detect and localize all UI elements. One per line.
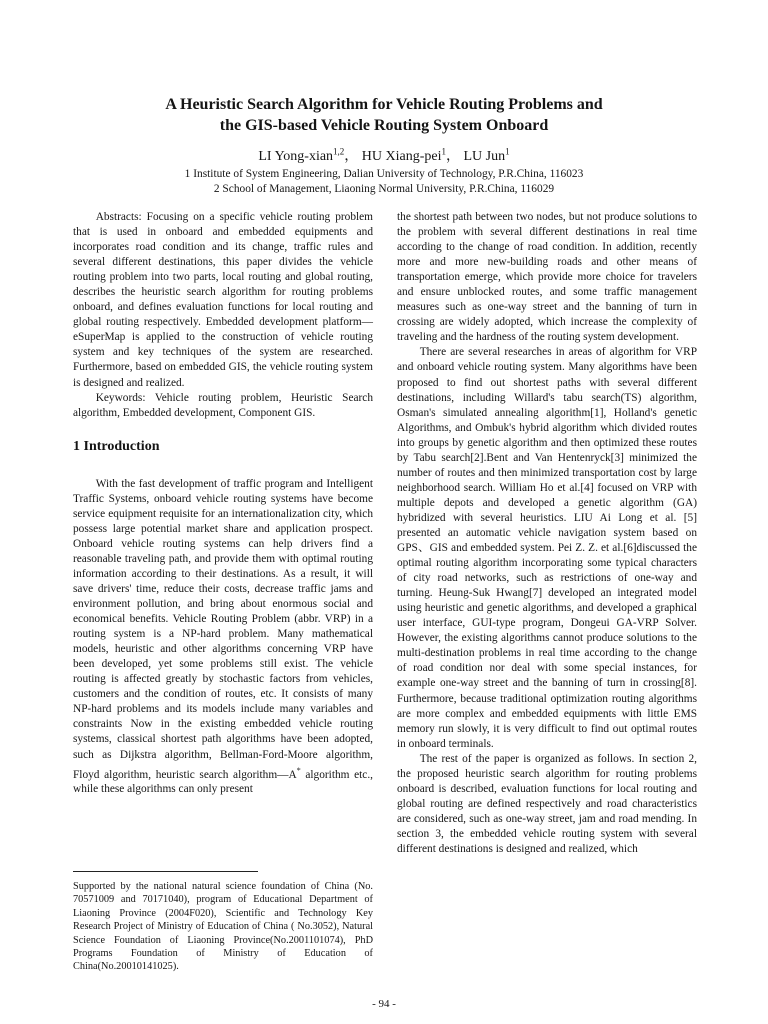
paper-organization-paragraph: The rest of the paper is organized as follows. In section 2, the proposed heuristic search algorithm for routing problems onboard is described, evaluation functions for local routing and global routing are defined respectively and road characteristics are considered, such as one-way street, jam and road mending. In section 3, the embedded vehicle routing system with several different destinations is designed and realized, which: [397, 752, 697, 855]
intro-text: With the fast development of traffic program and Intelligent Traffic Systems, onboard vehicle routing systems have become service equipment requisite for an internationalization city, which possess large potential market share and application prospect. Onboard vehicle routing systems can help drivers find a reasonable traveling path, and provide them with optimal routing information according to their destinations. As a result, it will save drivers' time, reduce their costs, decrease traffic jams and environment pollution, and bring about enormous social and economical benefits. Vehicle Routing Problem (abbr. VRP) in a routing system is a NP-hard problem. Many mathematical models, heuristic and other algorithms concerning VRP have been developed, yet some problems still exist. The vehicle routing is affected greatly by stochastic factors from vehicles, customers and the condition of routes, etc. It consists of many NP-hard problems and its models include many variables and constraints Now in the existing embedded vehicle routing systems, classical shortest path algorithms have been adopted, such as Dijkstra algorithm, Bellman-Ford-Moore algorithm, Floyd algorithm, heuristic search algorithm—A: [73, 477, 373, 781]
title-line-1: A Heuristic Search Algorithm for Vehicle Routing Problems and: [165, 96, 603, 113]
footnote-divider: [73, 871, 258, 872]
related-work-paragraph: There are several researches in areas of algorithm for VRP and onboard vehicle routing system. Many algorithms have been proposed to find out shortest paths with several different destinations, including Willard's tabu search(TS) algorithm, Osman's simulated annealing algorithm[1], Holland's genetic Algorithms, and Ombuk's hybrid algorithm which divided routes into groups by genetic algorithm and then optimized these routes by Tabu search[2].Bent and Van Hentenryck[3] minimized the number of routes and then minimized transportation cost by large neighborhood search. William Ho et al.[4] focused on VRP with multiple depots and developed a genetic algorithm (GA) hybridized with several heuristics. LIU Ai Long et al. [5] presented an automatic vehicle navigation system based on GPS、GIS and embedded system. Pei Z. Z. et al.[6]discussed the optimal routing algorithm incorporating some typical characters of city road networks, such as restrictions of one-way and turning. Heung-Suk Hwang[7] developed an integrated model using heuristic and genetic algorithms, and developed a graphical user interface, GUI-type program, Dongeui GA-VRP Solver. However, the existing algorithms cannot produce solutions to the multi-destination problems in real time according to the change of road condition nor deal with some special instances, for example one-way street and the banning of turn in crossing[8]. Furthermore, because traditional optimization routing algorithms are more complex and embedded equipments with little EMS memory run slowly, it is very difficult to find out optimal routes in onboard terminals.: [397, 346, 697, 750]
page-number: - 94 -: [372, 998, 396, 1010]
paper-title: [0, 94, 768, 136]
introduction-paragraph: [73, 477, 373, 798]
asterisk-superscript: *: [296, 765, 301, 775]
author-affiliation-marker: 1: [505, 146, 510, 157]
title-line-2: the GIS-based Vehicle Routing System Onboard: [219, 117, 549, 134]
left-column: [73, 210, 373, 797]
section-heading-introduction: 1 Introduction: [73, 438, 160, 454]
author-name: LU Jun: [463, 149, 506, 164]
intro-paragraph-continued: the shortest path between two nodes, but not produce solutions to the problem with several different destinations in real time according to the change of road condition. In addition, recently more and more new-building roads and other means of transportation emerge, which provide more choice for travelers and ensure unblocked routes, and some traffic management measures such as one-way street and the banning of turn in crossing are widely adopted, which increase the complexity of traveling and the hardness of the routing system development.: [397, 211, 697, 344]
funding-footnote: Supported by the national natural science foundation of China (No. 70571009 and 70171040), program of Educational Department of Liaoning Province (2004F020), Scientific and Technology Key Research Project of Ministry of Education of China ( No.3052), Natural Science Foundation of Liaoning Province(No.2001101074), PhD Programs Foundation of Ministry of Education of China(No.20010141025).: [73, 881, 373, 973]
intro-text-end: algorithm etc., while these algorithms can only present: [73, 768, 374, 796]
author-separator: ，: [344, 149, 359, 164]
affiliation-2: 2 School of Management, Liaoning Normal University, P.R.China, 116029: [213, 183, 555, 195]
author-name: HU Xiang-pei: [361, 149, 442, 164]
affiliation-1: 1 Institute of System Engineering, Dalian University of Technology, P.R.China, 116023: [184, 168, 584, 180]
keywords: Keywords: Vehicle routing problem, Heuristic Search algorithm, Embedded development, Component GIS.: [73, 391, 373, 419]
author-affiliation-marker: 1,2: [333, 146, 345, 157]
author-list: [0, 148, 768, 166]
author-name: LI Yong-xian: [258, 149, 334, 164]
abstract: Abstracts: Focusing on a specific vehicle routing problem that is used in onboard and embedded equipments and incorporates road condition and its change, traffic rules and several different destinations, this paper divides the vehicle routing problem into two parts, local routing and global routing, describes the heuristic search algorithm for routing problems onboard, and defines evaluation functions for local routing and global routing respectively. Embedded development platform—eSuperMap is applied to the construction of vehicle routing system and key techniques of the system are researched. Furthermore, based on embedded GIS, the vehicle routing system is designed and realized.: [73, 211, 373, 389]
author-affiliation-marker: 1: [441, 146, 446, 157]
right-column: [397, 210, 697, 857]
author-separator: ，: [446, 149, 460, 164]
